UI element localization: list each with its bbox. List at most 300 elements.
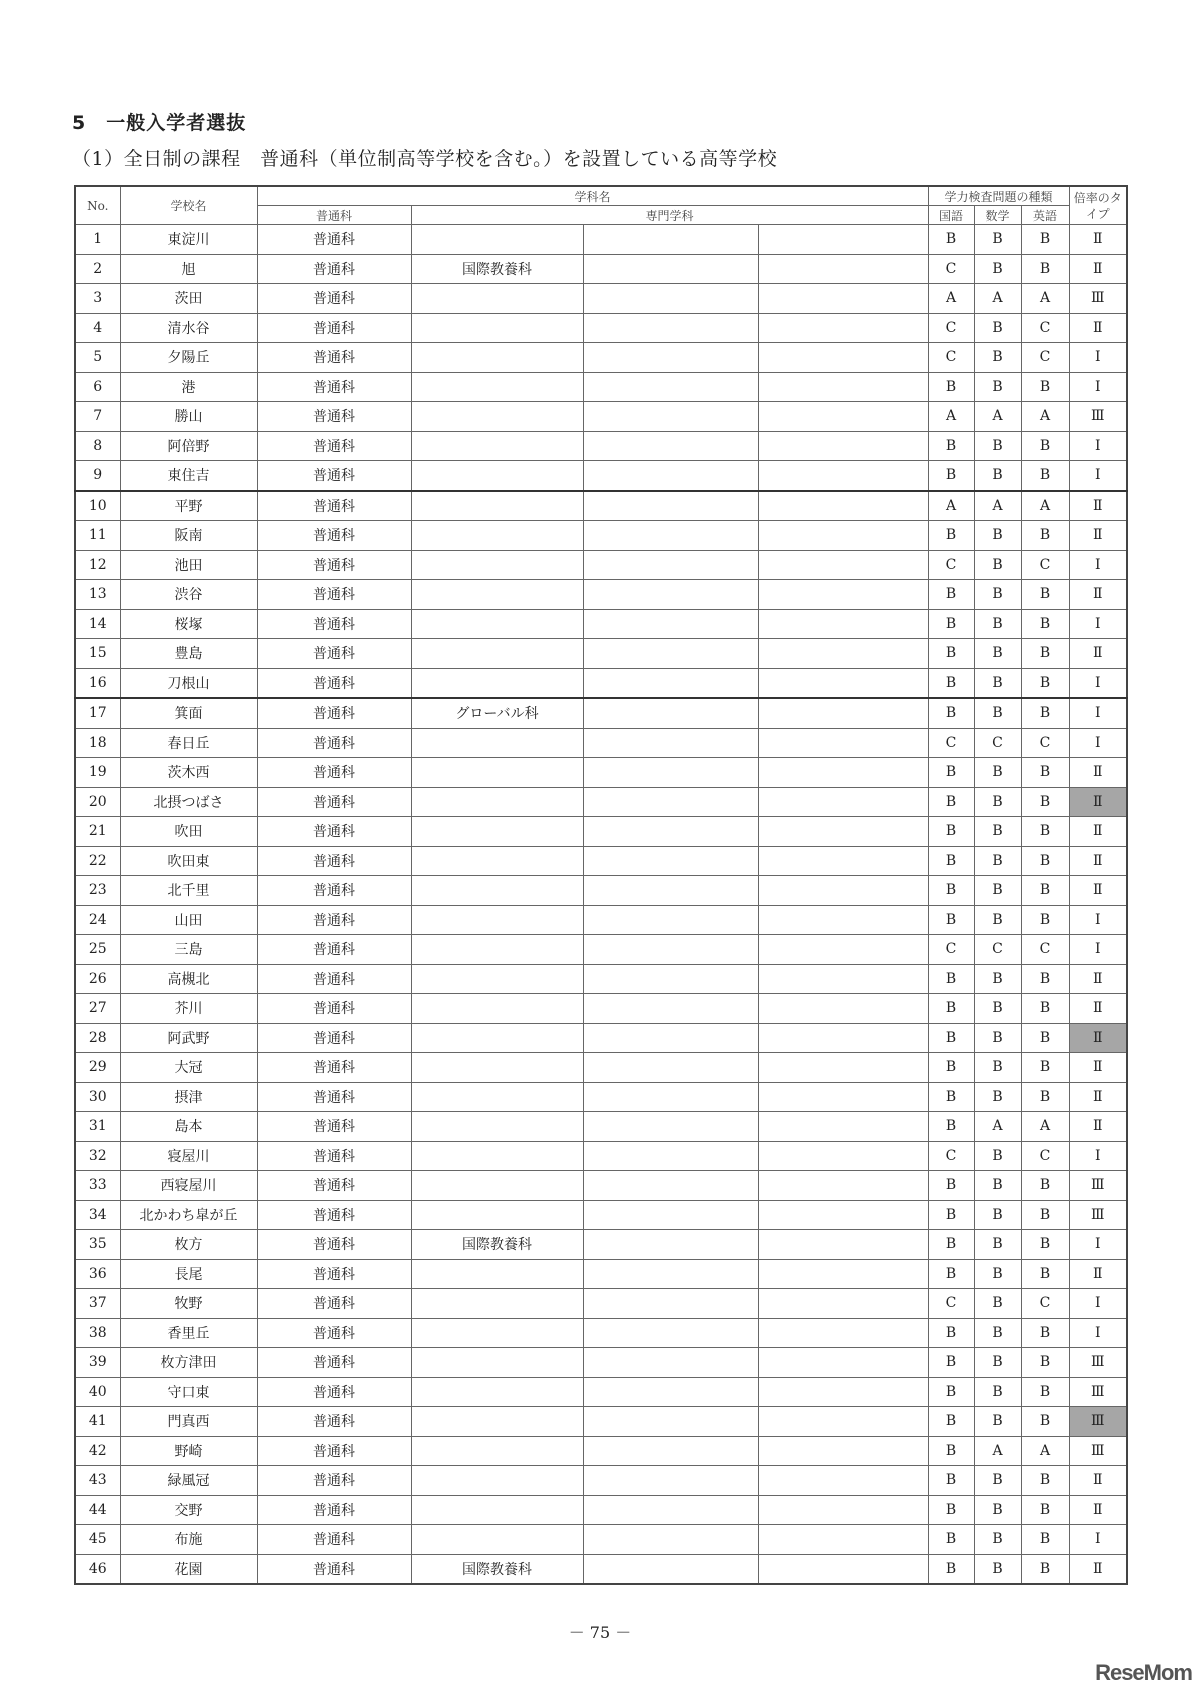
cell-english: B (1021, 1171, 1069, 1201)
cell-ratio-type: Ⅰ (1069, 461, 1127, 491)
header-general: 普通科 (257, 206, 411, 225)
cell-specialized-3 (758, 698, 928, 728)
table-row (75, 461, 1127, 491)
cell-specialized-3 (758, 1554, 928, 1584)
table-row (75, 1053, 1127, 1083)
cell-specialized-2 (583, 1377, 758, 1407)
cell-no: 29 (75, 1053, 120, 1083)
cell-math: B (974, 372, 1021, 402)
cell-general: 普通科 (257, 1289, 411, 1319)
cell-no: 27 (75, 994, 120, 1024)
cell-school: 花園 (120, 1554, 257, 1584)
cell-no: 44 (75, 1495, 120, 1525)
cell-general: 普通科 (257, 905, 411, 935)
cell-school: 吹田東 (120, 846, 257, 876)
page-number: － 75 － (568, 1623, 632, 1642)
cell-general: 普通科 (257, 1112, 411, 1142)
cell-japanese: C (928, 728, 974, 758)
cell-ratio-type: Ⅱ (1069, 1259, 1127, 1289)
cell-english: B (1021, 817, 1069, 847)
cell-specialized-1 (411, 994, 583, 1024)
cell-japanese: B (928, 876, 974, 906)
cell-japanese: B (928, 1230, 974, 1260)
cell-ratio-type: Ⅱ (1069, 876, 1127, 906)
cell-specialized-2 (583, 461, 758, 491)
cell-japanese: B (928, 225, 974, 255)
cell-specialized-2 (583, 609, 758, 639)
table-row (75, 964, 1127, 994)
cell-ratio-type: Ⅰ (1069, 905, 1127, 935)
cell-specialized-2 (583, 1112, 758, 1142)
cell-ratio-type: Ⅱ (1069, 787, 1127, 817)
table-row (75, 639, 1127, 669)
cell-math: B (974, 905, 1021, 935)
cell-specialized-3 (758, 758, 928, 788)
cell-specialized-1 (411, 1289, 583, 1319)
cell-general: 普通科 (257, 639, 411, 669)
cell-specialized-1 (411, 1466, 583, 1496)
cell-general: 普通科 (257, 521, 411, 551)
cell-specialized-2 (583, 1407, 758, 1437)
cell-ratio-type: Ⅱ (1069, 846, 1127, 876)
cell-specialized-1 (411, 1200, 583, 1230)
cell-no: 11 (75, 521, 120, 551)
cell-ratio-type: Ⅱ (1069, 1495, 1127, 1525)
cell-specialized-2 (583, 1348, 758, 1378)
cell-specialized-2 (583, 994, 758, 1024)
cell-japanese: B (928, 817, 974, 847)
cell-specialized-3 (758, 1318, 928, 1348)
table-row (75, 343, 1127, 373)
cell-english: B (1021, 1554, 1069, 1584)
cell-specialized-3 (758, 994, 928, 1024)
cell-general: 普通科 (257, 225, 411, 255)
cell-math: B (974, 1554, 1021, 1584)
cell-specialized-2 (583, 254, 758, 284)
cell-no: 22 (75, 846, 120, 876)
cell-english: C (1021, 1289, 1069, 1319)
cell-english: B (1021, 668, 1069, 698)
cell-general: 普通科 (257, 1053, 411, 1083)
cell-specialized-1 (411, 964, 583, 994)
cell-ratio-type: Ⅰ (1069, 1318, 1127, 1348)
cell-no: 38 (75, 1318, 120, 1348)
cell-specialized-1 (411, 343, 583, 373)
table-row (75, 609, 1127, 639)
cell-no: 39 (75, 1348, 120, 1378)
header-school: 学校名 (120, 186, 257, 225)
table-row (75, 372, 1127, 402)
cell-specialized-2 (583, 1053, 758, 1083)
table-row (75, 787, 1127, 817)
cell-school: 阿武野 (120, 1023, 257, 1053)
cell-japanese: B (928, 1348, 974, 1378)
cell-no: 13 (75, 580, 120, 610)
cell-math: B (974, 1082, 1021, 1112)
table-row (75, 1200, 1127, 1230)
table-row (75, 1377, 1127, 1407)
cell-japanese: B (928, 461, 974, 491)
cell-specialized-3 (758, 964, 928, 994)
cell-math: B (974, 994, 1021, 1024)
cell-general: 普通科 (257, 728, 411, 758)
cell-ratio-type: Ⅲ (1069, 1348, 1127, 1378)
cell-specialized-3 (758, 313, 928, 343)
cell-specialized-1 (411, 521, 583, 551)
cell-math: B (974, 876, 1021, 906)
cell-school: 北千里 (120, 876, 257, 906)
cell-no: 26 (75, 964, 120, 994)
cell-specialized-3 (758, 1200, 928, 1230)
cell-general: 普通科 (257, 313, 411, 343)
table-row (75, 1436, 1127, 1466)
cell-specialized-2 (583, 1171, 758, 1201)
cell-specialized-1 (411, 431, 583, 461)
cell-specialized-3 (758, 1436, 928, 1466)
cell-math: C (974, 935, 1021, 965)
cell-ratio-type: Ⅲ (1069, 1171, 1127, 1201)
header-specialized: 専門学科 (411, 206, 928, 225)
cell-general: 普通科 (257, 668, 411, 698)
table-row (75, 1171, 1127, 1201)
cell-japanese: B (928, 431, 974, 461)
cell-specialized-1 (411, 1053, 583, 1083)
cell-specialized-1 (411, 1407, 583, 1437)
cell-school: 守口東 (120, 1377, 257, 1407)
cell-school: 野崎 (120, 1436, 257, 1466)
cell-english: B (1021, 639, 1069, 669)
cell-math: B (974, 1466, 1021, 1496)
cell-specialized-2 (583, 698, 758, 728)
cell-ratio-type: Ⅱ (1069, 521, 1127, 551)
cell-specialized-3 (758, 1259, 928, 1289)
cell-specialized-2 (583, 491, 758, 521)
cell-specialized-1 (411, 1141, 583, 1171)
cell-japanese: B (928, 846, 974, 876)
cell-ratio-type: Ⅲ (1069, 284, 1127, 314)
cell-specialized-3 (758, 846, 928, 876)
table-row (75, 1525, 1127, 1555)
cell-specialized-3 (758, 1053, 928, 1083)
cell-no: 45 (75, 1525, 120, 1555)
cell-general: 普通科 (257, 1171, 411, 1201)
cell-english: B (1021, 1525, 1069, 1555)
cell-ratio-type: Ⅱ (1069, 964, 1127, 994)
cell-school: 豊島 (120, 639, 257, 669)
cell-math: C (974, 728, 1021, 758)
cell-general: 普通科 (257, 1436, 411, 1466)
cell-japanese: A (928, 284, 974, 314)
cell-specialized-1 (411, 935, 583, 965)
cell-specialized-2 (583, 1495, 758, 1525)
cell-english: B (1021, 254, 1069, 284)
cell-specialized-3 (758, 521, 928, 551)
cell-no: 9 (75, 461, 120, 491)
cell-specialized-1: 国際教養科 (411, 254, 583, 284)
cell-general: 普通科 (257, 876, 411, 906)
cell-specialized-3 (758, 1495, 928, 1525)
table-row (75, 1318, 1127, 1348)
cell-english: C (1021, 313, 1069, 343)
cell-japanese: B (928, 758, 974, 788)
cell-school: 大冠 (120, 1053, 257, 1083)
cell-japanese: C (928, 254, 974, 284)
cell-specialized-3 (758, 431, 928, 461)
cell-general: 普通科 (257, 1348, 411, 1378)
cell-english: C (1021, 550, 1069, 580)
cell-specialized-2 (583, 1023, 758, 1053)
cell-specialized-2 (583, 905, 758, 935)
cell-math: B (974, 1023, 1021, 1053)
cell-japanese: C (928, 1141, 974, 1171)
cell-ratio-type: Ⅱ (1069, 758, 1127, 788)
cell-specialized-3 (758, 225, 928, 255)
table-row (75, 876, 1127, 906)
cell-english: B (1021, 1407, 1069, 1437)
cell-no: 1 (75, 225, 120, 255)
cell-specialized-2 (583, 728, 758, 758)
table-row (75, 846, 1127, 876)
cell-ratio-type: Ⅰ (1069, 372, 1127, 402)
cell-math: B (974, 580, 1021, 610)
cell-japanese: B (928, 609, 974, 639)
cell-no: 24 (75, 905, 120, 935)
cell-specialized-3 (758, 728, 928, 758)
cell-school: 渋谷 (120, 580, 257, 610)
header-dept: 学科名 (257, 186, 928, 206)
cell-general: 普通科 (257, 284, 411, 314)
cell-school: 島本 (120, 1112, 257, 1142)
cell-general: 普通科 (257, 1407, 411, 1437)
cell-specialized-1: グローバル科 (411, 698, 583, 728)
cell-japanese: B (928, 964, 974, 994)
table-row (75, 550, 1127, 580)
table-row (75, 935, 1127, 965)
cell-specialized-2 (583, 1200, 758, 1230)
cell-no: 30 (75, 1082, 120, 1112)
cell-math: B (974, 1525, 1021, 1555)
cell-english: B (1021, 1466, 1069, 1496)
section-title: 5 一般入学者選抜 (72, 112, 247, 134)
cell-specialized-2 (583, 402, 758, 432)
cell-no: 35 (75, 1230, 120, 1260)
cell-specialized-3 (758, 1466, 928, 1496)
cell-no: 5 (75, 343, 120, 373)
cell-japanese: B (928, 1318, 974, 1348)
cell-specialized-1 (411, 758, 583, 788)
cell-specialized-3 (758, 1171, 928, 1201)
cell-specialized-3 (758, 284, 928, 314)
cell-school: 阪南 (120, 521, 257, 551)
cell-school: 三島 (120, 935, 257, 965)
cell-general: 普通科 (257, 964, 411, 994)
cell-general: 普通科 (257, 343, 411, 373)
cell-general: 普通科 (257, 402, 411, 432)
schools-table (74, 185, 1128, 1585)
cell-general: 普通科 (257, 1082, 411, 1112)
cell-specialized-2 (583, 284, 758, 314)
cell-school: 東淀川 (120, 225, 257, 255)
cell-math: B (974, 461, 1021, 491)
cell-japanese: B (928, 1525, 974, 1555)
cell-specialized-2 (583, 876, 758, 906)
cell-specialized-3 (758, 1525, 928, 1555)
cell-school: 高槻北 (120, 964, 257, 994)
cell-general: 普通科 (257, 758, 411, 788)
cell-specialized-2 (583, 521, 758, 551)
cell-ratio-type: Ⅱ (1069, 1053, 1127, 1083)
cell-specialized-1 (411, 1082, 583, 1112)
cell-specialized-1 (411, 905, 583, 935)
cell-school: 緑風冠 (120, 1466, 257, 1496)
cell-specialized-1 (411, 787, 583, 817)
cell-specialized-1 (411, 461, 583, 491)
cell-english: B (1021, 609, 1069, 639)
cell-school: 夕陽丘 (120, 343, 257, 373)
cell-general: 普通科 (257, 1259, 411, 1289)
table-row (75, 1289, 1127, 1319)
cell-general: 普通科 (257, 609, 411, 639)
cell-english: B (1021, 521, 1069, 551)
table-row (75, 1348, 1127, 1378)
cell-ratio-type: Ⅰ (1069, 935, 1127, 965)
cell-ratio-type: Ⅰ (1069, 1141, 1127, 1171)
cell-japanese: B (928, 1259, 974, 1289)
cell-math: B (974, 668, 1021, 698)
cell-specialized-3 (758, 935, 928, 965)
cell-general: 普通科 (257, 698, 411, 728)
cell-english: B (1021, 372, 1069, 402)
cell-math: B (974, 817, 1021, 847)
table-row (75, 402, 1127, 432)
cell-school: 茨木西 (120, 758, 257, 788)
table-row (75, 668, 1127, 698)
cell-specialized-1: 国際教養科 (411, 1230, 583, 1260)
cell-specialized-2 (583, 668, 758, 698)
table-row (75, 1230, 1127, 1260)
cell-specialized-3 (758, 639, 928, 669)
cell-specialized-3 (758, 491, 928, 521)
cell-japanese: C (928, 550, 974, 580)
cell-japanese: B (928, 787, 974, 817)
cell-specialized-3 (758, 1348, 928, 1378)
cell-specialized-1 (411, 876, 583, 906)
cell-japanese: B (928, 698, 974, 728)
cell-math: B (974, 1318, 1021, 1348)
cell-english: B (1021, 431, 1069, 461)
cell-specialized-1 (411, 1377, 583, 1407)
cell-no: 21 (75, 817, 120, 847)
cell-japanese: C (928, 313, 974, 343)
cell-specialized-1 (411, 491, 583, 521)
cell-specialized-3 (758, 1289, 928, 1319)
cell-math: A (974, 1112, 1021, 1142)
cell-japanese: B (928, 1407, 974, 1437)
cell-math: B (974, 1495, 1021, 1525)
cell-specialized-2 (583, 817, 758, 847)
cell-general: 普通科 (257, 817, 411, 847)
cell-no: 28 (75, 1023, 120, 1053)
cell-english: B (1021, 1318, 1069, 1348)
cell-math: B (974, 964, 1021, 994)
cell-general: 普通科 (257, 935, 411, 965)
cell-specialized-2 (583, 639, 758, 669)
cell-english: C (1021, 935, 1069, 965)
cell-japanese: C (928, 935, 974, 965)
cell-english: B (1021, 1200, 1069, 1230)
cell-specialized-3 (758, 372, 928, 402)
cell-general: 普通科 (257, 431, 411, 461)
cell-no: 17 (75, 698, 120, 728)
cell-math: A (974, 284, 1021, 314)
cell-math: B (974, 225, 1021, 255)
cell-english: B (1021, 225, 1069, 255)
header-math: 数学 (974, 206, 1021, 225)
resemom-logo: ReseMom (1095, 1660, 1192, 1685)
cell-specialized-3 (758, 787, 928, 817)
cell-math: B (974, 313, 1021, 343)
table-row (75, 994, 1127, 1024)
cell-no: 43 (75, 1466, 120, 1496)
cell-english: A (1021, 491, 1069, 521)
cell-specialized-1 (411, 225, 583, 255)
cell-general: 普通科 (257, 254, 411, 284)
cell-ratio-type: Ⅱ (1069, 254, 1127, 284)
cell-specialized-1 (411, 609, 583, 639)
cell-english: B (1021, 994, 1069, 1024)
cell-japanese: B (928, 1495, 974, 1525)
cell-math: B (974, 609, 1021, 639)
cell-ratio-type: Ⅲ (1069, 1436, 1127, 1466)
cell-general: 普通科 (257, 1141, 411, 1171)
cell-ratio-type: Ⅱ (1069, 1023, 1127, 1053)
table-row (75, 225, 1127, 255)
cell-ratio-type: Ⅱ (1069, 313, 1127, 343)
cell-school: 春日丘 (120, 728, 257, 758)
cell-school: 香里丘 (120, 1318, 257, 1348)
cell-no: 36 (75, 1259, 120, 1289)
cell-specialized-2 (583, 964, 758, 994)
cell-ratio-type: Ⅰ (1069, 668, 1127, 698)
cell-specialized-3 (758, 1141, 928, 1171)
cell-no: 41 (75, 1407, 120, 1437)
cell-school: 茨田 (120, 284, 257, 314)
cell-specialized-2 (583, 1436, 758, 1466)
cell-general: 普通科 (257, 1554, 411, 1584)
cell-school: 北かわち皐が丘 (120, 1200, 257, 1230)
cell-school: 山田 (120, 905, 257, 935)
cell-ratio-type: Ⅱ (1069, 639, 1127, 669)
cell-school: 牧野 (120, 1289, 257, 1319)
cell-ratio-type: Ⅲ (1069, 1377, 1127, 1407)
cell-no: 15 (75, 639, 120, 669)
header-ratio-type: 倍率のタイプ (1069, 186, 1127, 225)
cell-english: B (1021, 787, 1069, 817)
table-row (75, 1407, 1127, 1437)
cell-specialized-1 (411, 402, 583, 432)
cell-school: 布施 (120, 1525, 257, 1555)
cell-specialized-2 (583, 935, 758, 965)
cell-no: 40 (75, 1377, 120, 1407)
cell-english: B (1021, 1082, 1069, 1112)
cell-no: 33 (75, 1171, 120, 1201)
cell-general: 普通科 (257, 1525, 411, 1555)
cell-math: B (974, 1141, 1021, 1171)
cell-specialized-2 (583, 431, 758, 461)
cell-specialized-2 (583, 1230, 758, 1260)
cell-general: 普通科 (257, 1200, 411, 1230)
cell-specialized-2 (583, 343, 758, 373)
